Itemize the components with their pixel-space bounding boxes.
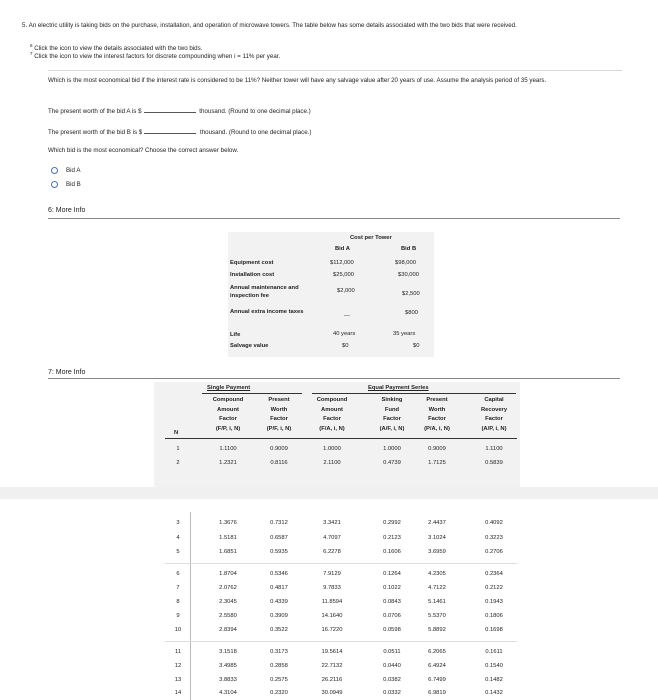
factor-value: 0.2122 — [485, 585, 503, 591]
row-n: 7 — [176, 585, 180, 591]
group-single-payment: Single Payment — [207, 385, 251, 391]
factor-value: 5.1461 — [428, 599, 446, 605]
factor-value: 0.2992 — [383, 520, 401, 526]
col-header-1: Compound — [212, 397, 244, 403]
radio-bid-a[interactable] — [51, 167, 58, 174]
factor-value: 0.0382 — [383, 677, 401, 683]
factor-value: 3.3421 — [323, 520, 341, 526]
pw-b-line — [48, 127, 311, 136]
pw-a-suffix: thousand. (Round to one decimal place.) — [199, 108, 311, 115]
factor-value: 6.4924 — [428, 663, 446, 669]
pw-b-suffix: thousand. (Round to one decimal place.) — [199, 129, 312, 136]
info7-divider — [48, 378, 620, 379]
footnote-7[interactable] — [30, 50, 630, 60]
col-header-3: Factor — [323, 416, 341, 422]
factor-value: 0.2575 — [270, 677, 288, 683]
factor-value: 0.1022 — [383, 585, 401, 591]
row-a-value: $112,000 — [330, 260, 354, 266]
factor-value: 1.8704 — [219, 571, 237, 577]
row-b-value: 35 years — [393, 331, 416, 337]
question-text: Which is the most economical bid if the interest rate is considered to be 11%? Neither tower will have any salvage value after 20 years of use. Assume the analysis period of 35 years. — [48, 77, 547, 84]
col-header-2: Factor — [270, 416, 288, 422]
factor-value: 0.4739 — [383, 460, 401, 466]
factor-value: 0.1611 — [485, 649, 503, 655]
group1-rule — [202, 393, 302, 394]
col-header-1: (F/P, i, N) — [215, 425, 241, 432]
factor-value: 2.5580 — [219, 613, 237, 619]
factor-value: 0.2364 — [485, 571, 503, 577]
factor-value: 6.2278 — [323, 549, 341, 555]
row-a-value: $0 — [342, 343, 349, 349]
n-column-rule — [190, 512, 191, 700]
col-bid-a: Bid A — [335, 246, 350, 252]
page-break-band — [0, 487, 658, 499]
row-b-value: $30,000 — [398, 272, 419, 278]
row-n: 13 — [174, 677, 182, 683]
info6-title: 6: More Info — [48, 207, 86, 214]
factor-value: 19.5614 — [321, 649, 343, 655]
factor-value: 5.5370 — [428, 613, 446, 619]
col-header-2: Worth — [270, 406, 288, 413]
factor-value: 2.1100 — [323, 460, 341, 466]
pw-a-line — [48, 106, 311, 115]
factor-value: 0.9009 — [270, 446, 288, 452]
col-header-3: Amount — [321, 406, 343, 413]
col-header-1: Amount — [217, 406, 239, 413]
row-label: Installation cost — [230, 272, 275, 278]
factor-value: 4.3104 — [219, 690, 237, 696]
pw-a-prefix: The present worth of the bid A is $ — [48, 108, 142, 115]
factor-value: 1.7125 — [428, 460, 446, 466]
factor-value: 2.4437 — [428, 520, 446, 526]
factor-value: 0.3223 — [485, 535, 503, 541]
factor-value: 14.1640 — [321, 613, 343, 619]
factor-value: 0.3909 — [270, 613, 288, 619]
pw-b-input[interactable] — [144, 127, 196, 134]
col-header-3: (F/A, i, N) — [319, 425, 345, 432]
choose-text: Which bid is the most economical? Choose the correct answer below. — [48, 147, 239, 154]
pw-b-prefix: The present worth of the bid B is $ — [48, 129, 143, 136]
col-header-1: Factor — [219, 416, 237, 422]
row-label: Annual extra income taxes — [230, 309, 304, 315]
factor-value: 0.3173 — [270, 649, 288, 655]
factor-value: 4.2305 — [428, 571, 446, 577]
col-n-header: N — [174, 430, 179, 436]
factor-value: 1.1100 — [485, 446, 503, 452]
factor-value: 0.4339 — [270, 599, 288, 605]
factor-value: 0.0440 — [383, 663, 401, 669]
factor-value: 9.7833 — [323, 585, 341, 591]
row-n: 10 — [174, 627, 182, 633]
row-group-rule — [165, 563, 517, 564]
row-label: Salvage value — [230, 343, 269, 349]
footnote-6-mark: 6 — [30, 42, 33, 48]
factor-value: 0.9009 — [428, 446, 446, 452]
factor-value: 0.1698 — [485, 627, 503, 633]
header-rule — [165, 438, 517, 439]
cost-table — [228, 232, 434, 357]
factor-value: 6.2065 — [428, 649, 446, 655]
factor-value: 4.7122 — [428, 585, 446, 591]
info6-divider — [48, 218, 620, 219]
factor-value: 0.1482 — [485, 677, 503, 683]
factor-value: 2.3045 — [219, 599, 237, 605]
row-label: Equipment cost — [230, 260, 274, 266]
col-bid-b: Bid B — [401, 246, 417, 252]
factor-value: 1.3676 — [219, 520, 237, 526]
factor-value: 7.9129 — [323, 571, 341, 577]
footnote-6-text: Click the icon to view the details associated with the two bids. — [34, 45, 203, 52]
factor-value: 11.8594 — [321, 599, 343, 605]
factor-value: 22.7132 — [321, 663, 343, 669]
row-n: 6 — [176, 571, 180, 577]
col-header-3: Compound — [316, 397, 348, 403]
factor-value: 0.0511 — [383, 649, 401, 655]
footnote-6[interactable] — [30, 42, 630, 52]
factor-value: 0.0598 — [383, 627, 401, 633]
row-a-value: $25,000 — [333, 272, 354, 278]
factor-value: 2.0762 — [219, 585, 237, 591]
col-header-6: Recovery — [480, 406, 508, 413]
factor-value: 30.0949 — [321, 690, 343, 696]
factor-value: 0.7312 — [270, 520, 288, 526]
factor-value: 6.7499 — [428, 677, 446, 683]
col-header-5: Worth — [428, 406, 446, 413]
row-n: 4 — [176, 535, 180, 541]
factor-value: 1.0000 — [383, 446, 401, 452]
col-header-2: (P/F, i, N) — [266, 425, 292, 432]
factor-value: 16.7220 — [321, 627, 343, 633]
factor-value: 0.4817 — [270, 585, 288, 591]
factor-value: 0.0332 — [383, 690, 401, 696]
row-group-rule — [165, 641, 517, 642]
option-bid-a[interactable]: Bid A — [66, 167, 81, 174]
footnote-7-mark: 7 — [30, 50, 33, 56]
factor-value: 0.1806 — [485, 613, 503, 619]
factor-value: 6.9819 — [428, 690, 446, 696]
cost-header: Cost per Tower — [350, 235, 392, 241]
row-a-value: 40 years — [333, 331, 356, 337]
factor-value: 0.0706 — [383, 613, 401, 619]
factor-value: 2.8394 — [219, 627, 237, 633]
factor-value: 0.2123 — [383, 535, 401, 541]
factor-value: 1.2321 — [219, 460, 237, 466]
factor-value: 0.4092 — [485, 520, 503, 526]
row-n: 1 — [176, 446, 180, 452]
factor-value: 0.5935 — [270, 549, 288, 555]
factor-value: 1.6851 — [219, 549, 237, 555]
col-header-4: Sinking — [381, 397, 403, 403]
factor-value: 1.5181 — [219, 535, 237, 541]
group2-rule — [312, 393, 516, 394]
group-equal-payment: Equal Payment Series — [368, 385, 429, 391]
row-label: Annual maintenance and inspection fee — [230, 285, 299, 299]
factor-value: 0.2858 — [270, 663, 288, 669]
row-n: 14 — [174, 690, 182, 696]
row-n: 2 — [176, 460, 180, 466]
option-bid-b[interactable]: Bid B — [66, 181, 81, 188]
factor-value: 3.1518 — [219, 649, 237, 655]
factor-value: 0.1943 — [485, 599, 503, 605]
row-b-value: $800 — [405, 310, 418, 316]
row-n: 5 — [176, 549, 180, 555]
factor-value: 0.1606 — [383, 549, 401, 555]
factor-value: 0.1264 — [383, 571, 401, 577]
row-b-value: $2,500 — [402, 291, 420, 297]
row-b-value: $0 — [413, 343, 420, 349]
divider — [48, 70, 622, 71]
factor-value: 3.1024 — [428, 535, 446, 541]
factor-value: 0.1540 — [485, 663, 503, 669]
row-n: 8 — [176, 599, 180, 605]
info7-title: 7: More Info — [48, 369, 86, 376]
factor-value: 0.3522 — [270, 627, 288, 633]
col-header-5: Present — [426, 397, 448, 403]
col-header-4: (A/F, i, N) — [379, 425, 405, 432]
row-b-value: $98,000 — [395, 260, 416, 266]
pw-a-input[interactable] — [144, 106, 196, 113]
problem-intro — [22, 22, 637, 30]
row-n: 11 — [174, 649, 182, 655]
problem-number: 5. — [22, 22, 28, 29]
factor-value: 0.2320 — [270, 690, 288, 696]
radio-bid-b[interactable] — [51, 181, 58, 188]
factor-value: 0.5839 — [485, 460, 503, 466]
factor-value: 3.4985 — [219, 663, 237, 669]
row-label: Life — [230, 332, 241, 338]
col-header-5: (P/A, i, N) — [424, 425, 450, 432]
col-header-6: Capital — [484, 397, 504, 403]
factor-value: 1.1100 — [219, 446, 237, 452]
factor-value: 0.5346 — [270, 571, 288, 577]
factor-value: 5.8892 — [428, 627, 446, 633]
row-a-value: $2,000 — [337, 288, 355, 294]
col-header-4: Fund — [384, 406, 400, 413]
footnote-7-text: Click the icon to view the interest factors for discrete compounding when i = 11% per year. — [34, 53, 281, 60]
row-a-value: — — [344, 313, 350, 319]
factor-value: 0.1432 — [485, 690, 503, 696]
row-n: 9 — [176, 613, 180, 619]
col-header-6: (A/P, i, N) — [481, 425, 507, 432]
factor-value: 3.8833 — [219, 677, 237, 683]
col-header-5: Factor — [428, 416, 446, 422]
factor-value: 4.7097 — [323, 535, 341, 541]
factor-value: 0.0843 — [383, 599, 401, 605]
col-header-4: Factor — [383, 416, 401, 422]
col-header-6: Factor — [485, 416, 503, 422]
factor-value: 0.8116 — [270, 460, 288, 466]
problem-intro-text: An electric utility is taking bids on the purchase, installation, and operation of microwave towers. The table below has some details associated with the two bids that were received. — [28, 22, 517, 29]
factor-value: 3.6959 — [428, 549, 446, 555]
factor-value: 0.2706 — [485, 549, 503, 555]
factor-value: 0.6587 — [270, 535, 288, 541]
col-header-2: Present — [268, 397, 290, 403]
factor-value: 26.2116 — [321, 677, 343, 683]
row-n: 3 — [176, 520, 180, 526]
row-n: 12 — [174, 663, 182, 669]
factor-value: 1.0000 — [323, 446, 341, 452]
